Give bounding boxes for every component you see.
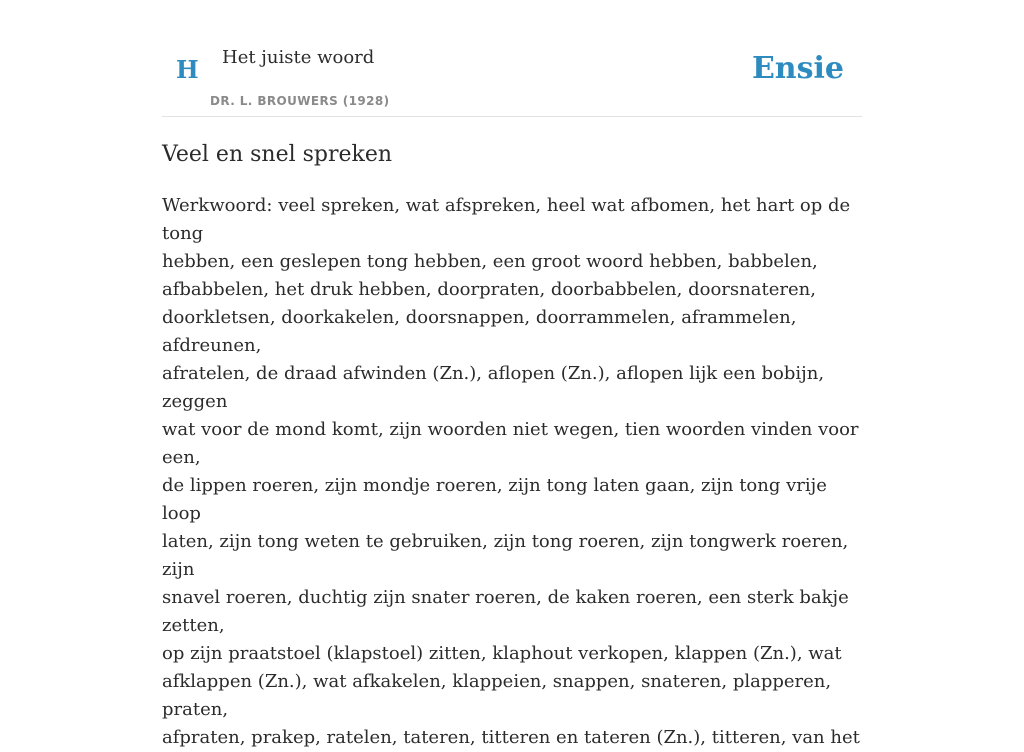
book-author: DR. L. BROUWERS (1928) (210, 94, 390, 108)
book-title[interactable]: Het juiste woord (222, 47, 375, 68)
book-header (162, 0, 862, 117)
index-letter[interactable]: H (176, 55, 199, 84)
entry-title: Veel en snel spreken (162, 142, 393, 167)
brand-logo[interactable]: Ensie (751, 51, 844, 86)
entry-text: Werkwoord: veel spreken, wat afspreken, heel wat afbomen, het hart op de tong hebben, een geslepen tong hebben, een groot woord hebben, babbelen, afbabbelen, het druk hebben, doorpraten, doorbabbelen, doorsnateren, doorkletsen, doorkakelen, doorsnappen, doorrammelen, aframmelen, afdreunen, afratelen, de draad afwinden (Zn.), aflopen (Zn.), aflopen lijk een bobijn, zeggen wat voor de mond komt, zijn woorden niet wegen, tien woorden vinden voor een, de lippen roeren, zijn mondje roeren, zijn tong laten gaan, zijn tong vrije loop laten, zijn tong weten te gebruiken, zijn tong roeren, zijn tongwerk roeren, zijn snavel roeren, duchtig zijn snater roeren, de kaken roeren, een sterk bakje zetten, op zijn praatstoel (klapstoel) zitten, klaphout verkopen, klappen (Zn.), wat afklappen (Zn.), wat afkakelen, klappeien, snappen, snateren, plapperen, praten, afpraten, prakep, ratelen, tateren, titteren en tateren (Zn.), titteren, van het (162, 195, 860, 748)
